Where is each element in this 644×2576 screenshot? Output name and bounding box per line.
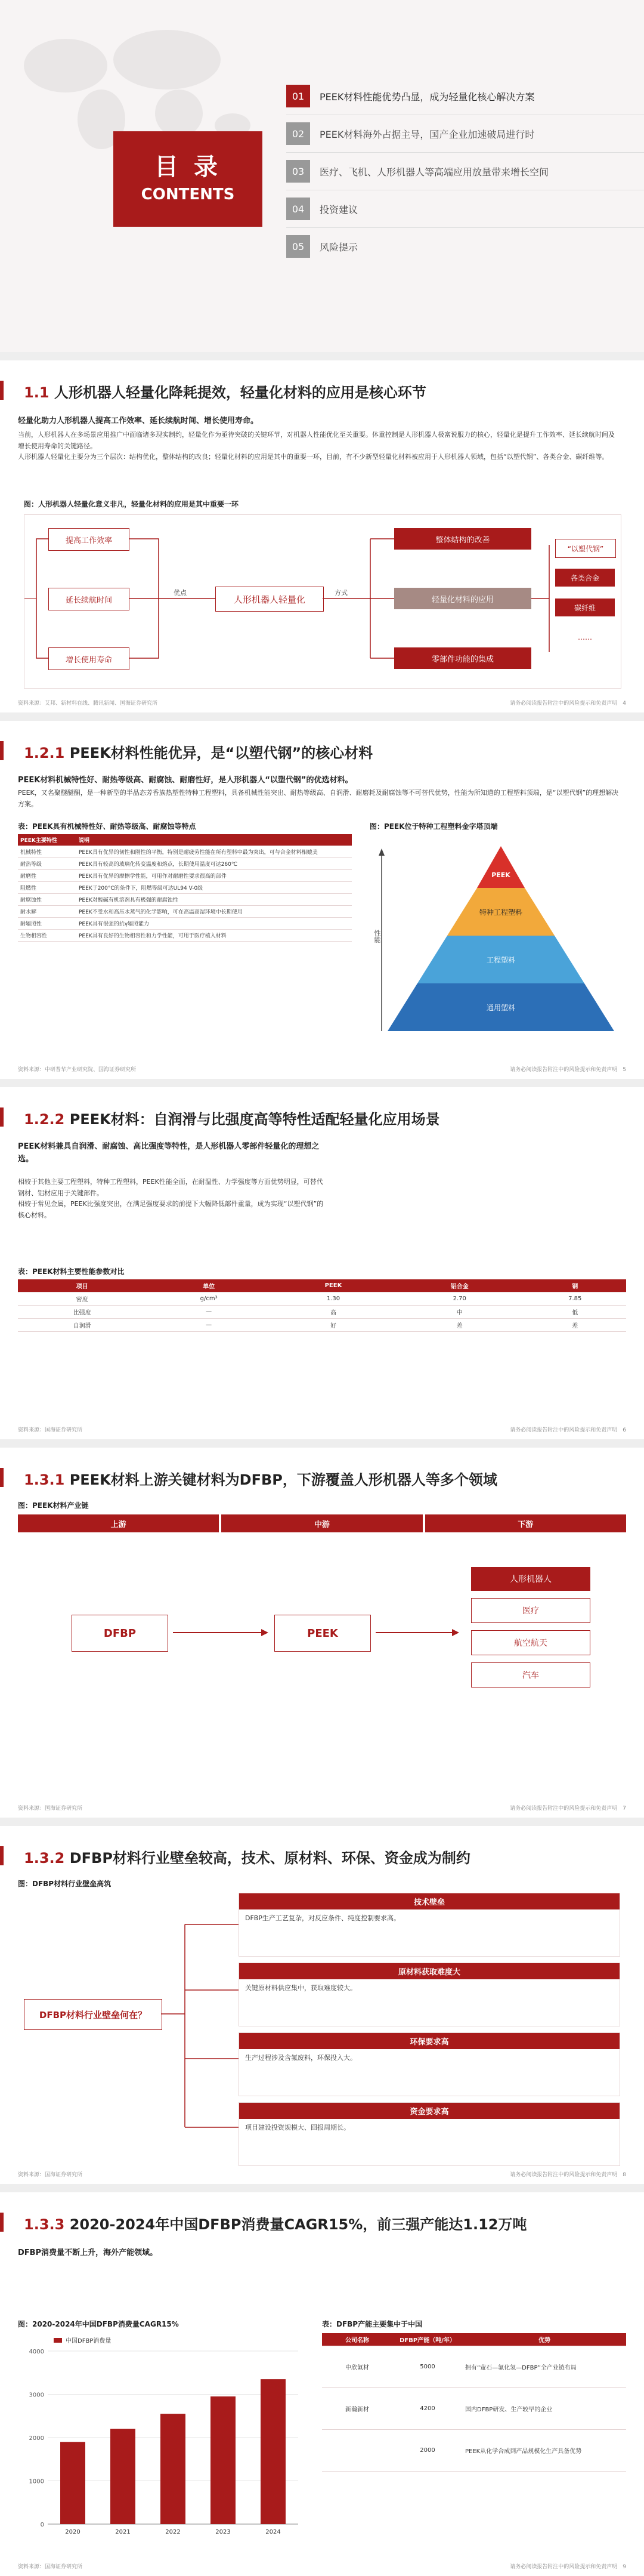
pyramid-level-4: 通用塑料 <box>486 1004 515 1012</box>
toc-item-number: 05 <box>286 235 310 258</box>
slide-footer <box>18 1426 626 1433</box>
header-accent-bar <box>0 1846 4 1865</box>
peek-properties-table <box>18 834 352 942</box>
stage-midstream: 中游 <box>221 1514 422 1532</box>
table-row: 中欣氟材 5000 拥有“萤石—氟化氢—DFBP”全产业链布局 <box>322 2346 626 2388</box>
toc-item[interactable] <box>286 190 644 228</box>
toc-list <box>286 78 644 265</box>
toc-item-label: PEEK材料性能优势凸显，成为轻量化核心解决方案 <box>320 91 535 103</box>
x-tick-label: 2024 <box>265 2529 281 2535</box>
footer-disclaimer: 请务必阅读报告附注中的风险提示和免责声明 9 <box>510 2564 626 2570</box>
pyramid-graphic <box>376 840 626 1043</box>
lead-text: PEEK材料兼具自润滑、耐腐蚀、高比强度等特性，是人形机器人零部件轻量化的理想之选。 <box>18 1142 320 1164</box>
footer-disclaimer: 请务必阅读报告附注中的风险提示和免责声明 5 <box>510 1067 626 1073</box>
table-caption: 表：PEEK具有机械特性好、耐热等级高、耐腐蚀等特点 <box>18 822 196 831</box>
stage-upstream: 上游 <box>18 1514 219 1532</box>
upstream-node: DFBP <box>72 1615 168 1652</box>
slide-title: 1.2.2 PEEK材料：自润滑与比强度高等特性适配轻量化应用场景 <box>24 1111 440 1128</box>
table-row: 耐水解 PEEK不受水和高压水蒸气的化学影响，可在高温高湿环境中长期使用 <box>18 906 352 918</box>
method-integration: 零部件功能的集成 <box>394 647 531 669</box>
barrier-name: 技术壁垒 <box>239 1893 620 1909</box>
toc-item-label: 风险提示 <box>320 241 358 253</box>
figure-caption: 图：DFBP材料行业壁垒高筑 <box>18 1880 112 1888</box>
benefit-lifespan: 增长使用寿命 <box>48 647 129 670</box>
page-number: 7 <box>623 1806 626 1812</box>
toc-item[interactable] <box>286 153 644 190</box>
table-row: 密度 g/cm³ 1.30 2.70 7.85 <box>18 1292 626 1306</box>
x-tick-label: 2020 <box>65 2529 80 2535</box>
bullet-list <box>18 430 620 463</box>
table-row: 耐磨性 PEEK具有优异的摩擦学性能，可用作对耐磨性要求很高的部件 <box>18 870 352 882</box>
slide-header <box>0 721 644 765</box>
toc-item-number: 04 <box>286 198 310 220</box>
slide-1-2-1 <box>0 721 644 1079</box>
slide-1-1 <box>0 360 644 712</box>
benefit-efficiency: 提高工作效率 <box>48 528 129 551</box>
arrow-mid-to-down <box>376 1628 459 1637</box>
slide-separator <box>0 352 644 360</box>
pyramid-level-top: PEEK <box>491 871 510 879</box>
bullet-item: 人形机器人轻量化主要分为三个层次：结构优化，整体结构的改良；轻量化材料的应用是其中的重要一环，目前，有不少新型轻量化材料被应用于人形机器人领域，包括“以塑代钢”、各类合金、碳纤维等。 <box>18 453 609 461</box>
center-question: DFBP材料行业壁垒何在？ <box>24 1999 162 2030</box>
header-accent-bar <box>0 2213 4 2232</box>
barrier-name: 原材料获取难度大 <box>239 1963 620 1979</box>
plastics-pyramid <box>373 840 626 1043</box>
slide-footer <box>18 2562 626 2570</box>
toc-item-label: 投资建议 <box>320 203 358 215</box>
lead-text: PEEK材料机械特性好、耐热等级高、耐腐蚀、耐磨性好，是人形机器人“以塑代钢”的优选材料。 <box>18 776 353 785</box>
table-caption: 表：PEEK材料主要性能参数对比 <box>18 1267 125 1276</box>
bullet-list <box>18 1177 328 1221</box>
toc-title-block <box>113 131 262 227</box>
table-row: 机械特性 PEEK具有优异的韧性和刚性的平衡，特别是耐疲劳性能在所有塑料中最为突出，可与合金材料相媲美 <box>18 846 352 858</box>
figure-caption: 图：PEEK材料产业链 <box>18 1501 89 1510</box>
toc-item-number: 01 <box>286 85 310 107</box>
page-number: 4 <box>623 701 626 707</box>
slide-1-3-1 <box>0 1448 644 1818</box>
material-plastic: “以塑代钢” <box>555 539 616 558</box>
barrier-text: 项目建设投资规模大、回报周期长。 <box>245 2124 350 2131</box>
barrier-item <box>239 1963 620 2026</box>
slide-1-2-2 <box>0 1087 644 1439</box>
table-caption: 表：DFBP产能主要集中于中国 <box>322 2320 423 2328</box>
slide-1-3-3 <box>0 2192 644 2576</box>
bar <box>210 2396 236 2524</box>
bullet-item: 相较于其他主要工程塑料，特种工程塑料，PEEK性能全面，在耐温性、力学强度等方面优势明显，可替代钢材、铝材应用于关键部件。 <box>18 1178 323 1197</box>
header-accent-bar <box>0 1468 4 1487</box>
slide-header <box>0 1087 644 1131</box>
toc-item[interactable] <box>286 115 644 153</box>
x-tick-label: 2023 <box>215 2529 231 2535</box>
table-row: 新瀚新材 4200 国内DFBP研发、生产较早的企业 <box>322 2388 626 2430</box>
toc-title: 目 录 <box>154 153 221 181</box>
toc-item[interactable] <box>286 78 644 115</box>
bar <box>110 2429 135 2525</box>
toc-item-number: 03 <box>286 160 310 183</box>
x-tick-label: 2021 <box>115 2529 131 2535</box>
downstream-item: 医疗 <box>471 1598 590 1623</box>
stage-bar <box>18 1514 626 1532</box>
slide-separator <box>0 1818 644 1826</box>
comparison-table <box>18 1279 626 1332</box>
table-row: 阻燃性 PEEK于200°C的条件下，阻燃等级可达UL94 V-0级 <box>18 882 352 894</box>
bullet-item: 相较于常见金属，PEEK比强度突出，在满足强度要求的前提下大幅降低部件重量，成为实现“以塑代钢”的核心材料。 <box>18 1200 324 1220</box>
material-carbon-fiber: 碳纤维 <box>555 599 615 616</box>
pyramid-caption: 图：PEEK位于特种工程塑料金字塔顶端 <box>370 822 498 831</box>
barrier-item <box>239 2102 620 2166</box>
footer-source: 资料来源：国海证券研究所 <box>18 1427 83 1433</box>
table-row: 生物相容性 PEEK具有良好的生物相容性和力学性能，可用于医疗植入材料 <box>18 930 352 942</box>
downstream-item: 人形机器人 <box>471 1567 590 1591</box>
y-tick-label: 2000 <box>29 2435 44 2442</box>
barrier-text: 生产过程涉及含氟废料，环保投入大。 <box>245 2054 357 2062</box>
slide-title: 1.3.2 DFBP材料行业壁垒较高，技术、原材料、环保、资金成为制约 <box>24 1850 470 1867</box>
bullet-item: PEEK，又名聚醚醚酮，是一种新型的半晶态芳香族热塑性特种工程塑料，具备机械性能突出、耐热等级高、自润滑、耐磨耗及耐腐蚀等不可替代优势，性能为所知道的工程塑料顶端，是“以塑代钢”的理想解决方案。 <box>18 789 619 808</box>
slide-title: 1.3.1 PEEK材料上游关键材料为DFBP，下游覆盖人形机器人等多个领域 <box>24 1471 497 1488</box>
header-accent-bar <box>0 1107 4 1127</box>
slide-1-3-2 <box>0 1826 644 2184</box>
legend-swatch <box>54 2338 62 2343</box>
method-materials: 轻量化材料的应用 <box>394 588 531 609</box>
x-tick-label: 2022 <box>165 2529 181 2535</box>
footer-disclaimer: 请务必阅读报告附注中的风险提示和免责声明 7 <box>510 1806 626 1812</box>
toc-item[interactable] <box>286 228 644 265</box>
toc-item-number: 02 <box>286 122 310 145</box>
slide-footer <box>18 2170 626 2178</box>
barrier-name: 环保要求高 <box>239 2033 620 2049</box>
arrow-up-to-mid <box>173 1628 268 1637</box>
page-number: 9 <box>623 2564 626 2570</box>
dfbp-capacity-table <box>322 2333 626 2472</box>
center-node: 人形机器人轻量化 <box>215 587 324 612</box>
slide-separator <box>0 1079 644 1087</box>
table-header-row: 公司名称 DFBP产能（吨/年） 优势 <box>322 2333 626 2346</box>
table-row: 耐腐蚀性 PEEK对酸碱有机溶剂具有极强的耐腐蚀性 <box>18 894 352 906</box>
lightweight-diagram <box>24 514 621 689</box>
method-structure: 整体结构的改善 <box>394 528 531 550</box>
chart-caption: 图：2020-2024年中国DFBP消费量CAGR15% <box>18 2320 179 2328</box>
footer-source: 资料来源：国海证券研究所 <box>18 1806 83 1812</box>
label-method: 方式 <box>335 589 348 597</box>
slide-separator <box>0 712 644 721</box>
midstream-node: PEEK <box>274 1615 371 1652</box>
header-accent-bar <box>0 741 4 760</box>
y-tick-label: 3000 <box>29 2392 44 2399</box>
slide-footer <box>18 699 626 707</box>
page-number: 6 <box>623 1427 626 1433</box>
footer-source: 资料来源：国海证券研究所 <box>18 2564 83 2570</box>
table-row: 耐辐照性 PEEK具有很强的抗γ辐照能力 <box>18 918 352 930</box>
pyramid-axis-label: 性能 <box>373 930 381 943</box>
toc-subtitle: CONTENTS <box>141 186 235 203</box>
material-alloy: 各类合金 <box>555 569 615 587</box>
table-header-row <box>18 834 352 846</box>
slide-separator <box>0 1439 644 1448</box>
toc-item-label: 医疗、飞机、人形机器人等高端应用放量带来增长空间 <box>320 166 549 178</box>
slide-footer <box>18 1804 626 1812</box>
table-row: 耐热等级 PEEK具有较高的玻璃化转变温度和熔点，长期使用温度可达260℃ <box>18 858 352 870</box>
slide-footer <box>18 1065 626 1073</box>
toc-slide <box>0 0 644 352</box>
footer-disclaimer: 请务必阅读报告附注中的风险提示和免责声明 8 <box>510 2172 626 2178</box>
downstream-item: 汽车 <box>471 1662 590 1687</box>
y-tick-label: 1000 <box>29 2478 44 2485</box>
slide-header <box>0 1826 644 1870</box>
barrier-item <box>239 2032 620 2096</box>
table-header-cell: PEEK主要特性 <box>18 834 76 846</box>
footer-disclaimer: 请务必阅读报告附注中的风险提示和免责声明 4 <box>510 701 626 707</box>
barrier-text: DFBP生产工艺复杂，对反应条件、纯度控制要求高。 <box>245 1914 400 1922</box>
pyramid-level-2: 特种工程塑料 <box>479 908 522 917</box>
stage-downstream: 下游 <box>425 1514 626 1532</box>
barrier-name: 资金要求高 <box>239 2103 620 2119</box>
barrier-text: 关键原材料供应集中，获取难度较大。 <box>245 1984 357 1992</box>
toc-item-label: PEEK材料海外占据主导，国产企业加速破局进行时 <box>320 128 535 140</box>
table-header-row: 项目 单位 PEEK 铝合金 钢 <box>18 1279 626 1292</box>
slide-separator <box>0 2184 644 2192</box>
bar <box>160 2414 185 2524</box>
bar <box>261 2379 286 2524</box>
barrier-item <box>239 1893 620 1957</box>
slide-header <box>0 360 644 405</box>
footer-source: 资料来源：艾邦、新材料在线、腾讯新闻、国海证券研究所 <box>18 701 158 707</box>
barrier-list <box>239 1893 620 2166</box>
slide-header <box>0 2192 644 2236</box>
figure-caption: 图：人形机器人轻量化意义非凡，轻量化材料的应用是其中重要一环 <box>24 500 239 508</box>
footer-source: 资料来源：中研普华产业研究院、国海证券研究所 <box>18 1067 137 1073</box>
dfbp-chart-svg <box>18 2333 310 2548</box>
table-row: 自润滑 — 好 差 差 <box>18 1319 626 1332</box>
benefit-endurance: 延长续航时间 <box>48 588 129 610</box>
barrier-connectors <box>161 1892 244 2154</box>
downstream-item: 航空航天 <box>471 1630 590 1655</box>
footer-source: 资料来源：国海证券研究所 <box>18 2172 83 2178</box>
header-accent-bar <box>0 381 4 400</box>
dfbp-chart <box>18 2333 310 2548</box>
slide-title: 1.2.1 PEEK材料性能优异，是“以塑代钢”的核心材料 <box>24 745 373 761</box>
table-row: 比强度 — 高 中 低 <box>18 1306 626 1319</box>
lead-text: DFBP消费量不断上升，海外产能领域。 <box>18 2248 158 2257</box>
slide-header <box>0 1448 644 1492</box>
page-number: 5 <box>623 1067 626 1073</box>
table-header-cell: 说明 <box>76 834 352 846</box>
page-number: 8 <box>623 2172 626 2178</box>
label-advantages: 优点 <box>174 589 187 597</box>
legend-label: 中国DFBP消费量 <box>66 2338 112 2344</box>
bullet-item: 当前，人形机器人在多场景应用推广中面临诸多现实制约，轻量化作为亟待突破的关键环节，对机器人性能优化至关重要。体重控制是人形机器人极富说服力的核心，轻量化是提升工作效率、延长续航时间及增长使用寿命的关键路径。 <box>18 431 615 450</box>
lead-text: 轻量化助力人形机器人提高工作效率、延长续航时间、增长使用寿命。 <box>18 417 259 425</box>
slide-title: 1.3.3 2020-2024年中国DFBP消费量CAGR15%，前三强产能达1.12万吨 <box>24 2216 527 2233</box>
y-tick-label: 0 <box>40 2522 44 2528</box>
slide-title: 1.1 人形机器人轻量化降耗提效，轻量化材料的应用是核心环节 <box>24 384 426 401</box>
table-row: 2000 PEEK从化学合成到产品规模化生产具备优势 <box>322 2430 626 2472</box>
footer-disclaimer: 请务必阅读报告附注中的风险提示和免责声明 6 <box>510 1427 626 1433</box>
pyramid-level-3: 工程塑料 <box>486 956 515 964</box>
downstream-list <box>471 1567 590 1687</box>
material-etc: …… <box>578 633 592 641</box>
bar <box>60 2442 85 2524</box>
y-tick-label: 4000 <box>29 2349 44 2355</box>
